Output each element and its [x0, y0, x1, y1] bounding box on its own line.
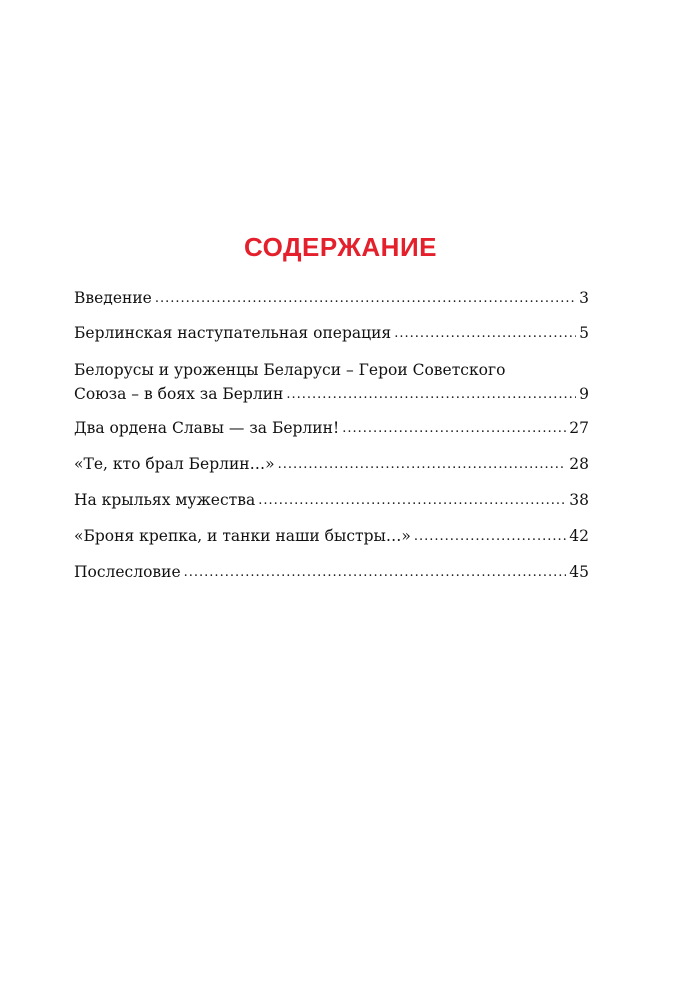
toc-entry-page: 9: [579, 385, 589, 403]
toc-entry: [74, 418, 589, 440]
dot-leader: [155, 289, 576, 309]
toc-entry-label: «Те, кто брал Берлин…»: [74, 455, 275, 473]
toc-entry-page: 45: [569, 563, 589, 581]
toc-entry: [74, 526, 589, 548]
toc-entry: [74, 288, 589, 310]
dot-leader: [258, 491, 566, 511]
toc-entry-label-line1: Белорусы и уроженцы Беларуси – Герои Советского: [74, 361, 506, 379]
toc-entry-page: 28: [569, 455, 589, 473]
toc-entry: [74, 360, 589, 406]
toc-entry: [74, 454, 589, 476]
toc-entry-label: Берлинская наступательная операция: [74, 324, 392, 342]
toc-entry-label: «Броня крепка, и танки наши быстры…»: [74, 527, 411, 545]
toc-entry-label: На крыльях мужества: [74, 491, 256, 509]
toc-entry-page: 38: [569, 491, 589, 509]
dot-leader: [184, 563, 567, 583]
dot-leader: [414, 527, 566, 547]
toc-entry-page: 42: [569, 527, 589, 545]
dot-leader: [278, 455, 567, 475]
toc-entry: [74, 562, 589, 584]
toc-entry-label: Союза – в боях за Берлин: [74, 385, 284, 403]
dot-leader: [286, 385, 576, 405]
toc-entry-label: Два ордена Славы — за Берлин!: [74, 419, 340, 437]
toc-entry-label: Послесловие: [74, 563, 181, 581]
toc-entry-page: 27: [569, 419, 589, 437]
page-title: СОДЕРЖАНИЕ: [244, 232, 437, 262]
dot-leader: [342, 419, 566, 439]
dot-leader: [394, 324, 576, 344]
toc-entry: [74, 323, 589, 345]
toc-entry-page: 3: [579, 289, 589, 307]
toc-entry-label: Введение: [74, 289, 152, 307]
toc-entry: [74, 490, 589, 512]
toc-entry-page: 5: [579, 324, 589, 342]
